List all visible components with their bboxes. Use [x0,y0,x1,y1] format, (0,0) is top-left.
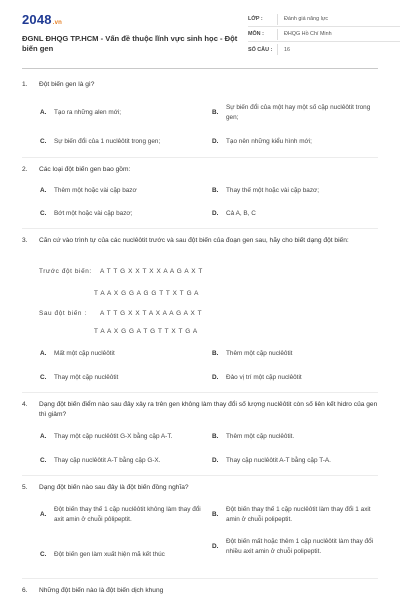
option-4d[interactable]: D. Thay cặp nuclêôtit A-T bằng cặp T-A. [212,457,331,464]
question-4 [22,400,378,420]
logo-text: 2048 [22,12,52,27]
question-3 [22,236,378,246]
option-4b[interactable]: B. Thêm một cặp nuclêôtit. [212,433,295,440]
option-1a[interactable]: A. Tạo ra những alen mới; [40,109,122,116]
option-5d[interactable]: D. Đột biến mất hoặc thêm 1 cặp nuclêôtit làm thay đổi nhiều axit amin ở chuỗi polipeptit. [212,538,374,555]
option-1b[interactable]: B. Sự biến đổi của một hay một số cặp nuclêôtit trong gen; [212,104,371,121]
option-2a[interactable]: A. Thêm một hoặc vài cặp bazơ [40,187,137,194]
question-number: 2. [22,166,28,173]
header [22,0,378,64]
after-mutation-label: Sau đột biến : [39,310,87,317]
option-3b[interactable]: B. Thêm một cặp nuclêôtit [212,350,293,357]
option-5c[interactable]: C. Đột biến gen làm xuất hiện mã kết thúc [40,551,165,558]
option-3a[interactable]: A. Mất một cặp nuclêôtit [40,350,115,357]
option-3c[interactable]: C. Thay một cặp nuclêôtit [40,374,119,381]
question-text: Những đột biến nào là đột biến dịch khung [39,587,164,594]
meta-subject [248,27,400,42]
question-1 [22,80,378,90]
question-number: 4. [22,401,28,408]
option-2c[interactable]: C. Bớt một hoặc vài cặp bazơ; [40,210,133,217]
after-sequence-strand-1: A T T G X X T A X A A G A X T [100,310,203,317]
question-2 [22,165,378,175]
meta-value: 16 [284,46,290,53]
question-text: Các loại đột biến gen bao gồm: [39,166,131,173]
meta-value: ĐHQG Hồ Chí Minh [284,31,332,37]
meta-label: MÔN : [248,31,264,37]
document-title: ĐGNL ĐHQG TP.HCM - Vấn đề thuộc lĩnh vực sinh học - Đột biến gen [22,34,238,53]
site-logo[interactable] [22,12,62,27]
option-4a[interactable]: A. Thay một cặp nuclêôtit G-X bằng cặp A-T. [40,433,173,440]
option-2b[interactable]: B. Thay thế một hoặc vài cặp bazơ; [212,187,319,194]
question-text: Dạng đột biến điểm nào sau đây xảy ra trên gen không làm thay đổi số lượng nuclêôtit còn số liên kết hidro của gen thì giảm? [39,401,378,418]
question-number: 1. [22,81,28,88]
logo-domain: .vn [52,20,63,26]
after-sequence-strand-2: T A A X G G A T G T T X T G A [94,328,198,335]
option-5b[interactable]: B. Đột biến thay thế 1 cặp nuclêôtit làm thay đổi 1 axit amin ở chuỗi polipeptit. [212,506,371,523]
meta-label: LỚP : [248,16,263,22]
option-1c[interactable]: C. Sự biến đổi của 1 nuclêôtit trong gen; [40,138,161,145]
option-1d[interactable]: D. Tạo nên những kiểu hình mới; [212,138,312,145]
question-number: 3. [22,237,28,244]
option-5a[interactable]: A. Đột biến thay thế 1 cặp nuclêôtit không làm thay đổi axit amin ở chuỗi pôlipeptit. [40,506,201,523]
meta-value: Đánh giá năng lực [284,16,329,22]
question-text: Dạng đột biến nào sau đây là đột biến đồng nghĩa? [39,484,189,491]
before-sequence-strand-1: A T T G X X T X X A A G A X T [100,268,203,275]
option-3d[interactable]: D. Đảo vị trí một cặp nuclêôtit [212,374,302,381]
meta-label: SỐ CÂU : [248,46,273,53]
question-text: Đột biến gen là gì? [39,81,95,88]
question-number: 6. [22,587,28,594]
option-2d[interactable]: D. Cả A, B, C [212,210,256,217]
header-divider [22,68,378,69]
before-mutation-label: Trước đột biến: [39,268,92,275]
meta-class [248,12,400,27]
before-sequence-strand-2: T A A X G G A G G T T X T G A [94,290,200,297]
question-5 [22,483,378,493]
meta-info [248,12,400,57]
question-6 [22,586,378,596]
question-text: Căn cứ vào trình tự của các nuclêôtit trước và sau đột biến của đoạn gen sau, hãy cho biết dạng đột biến: [39,237,349,244]
meta-count [248,42,400,57]
question-number: 5. [22,484,28,491]
option-4c[interactable]: C. Thay cặp nuclêôtit A-T bằng cặp G-X. [40,457,161,464]
